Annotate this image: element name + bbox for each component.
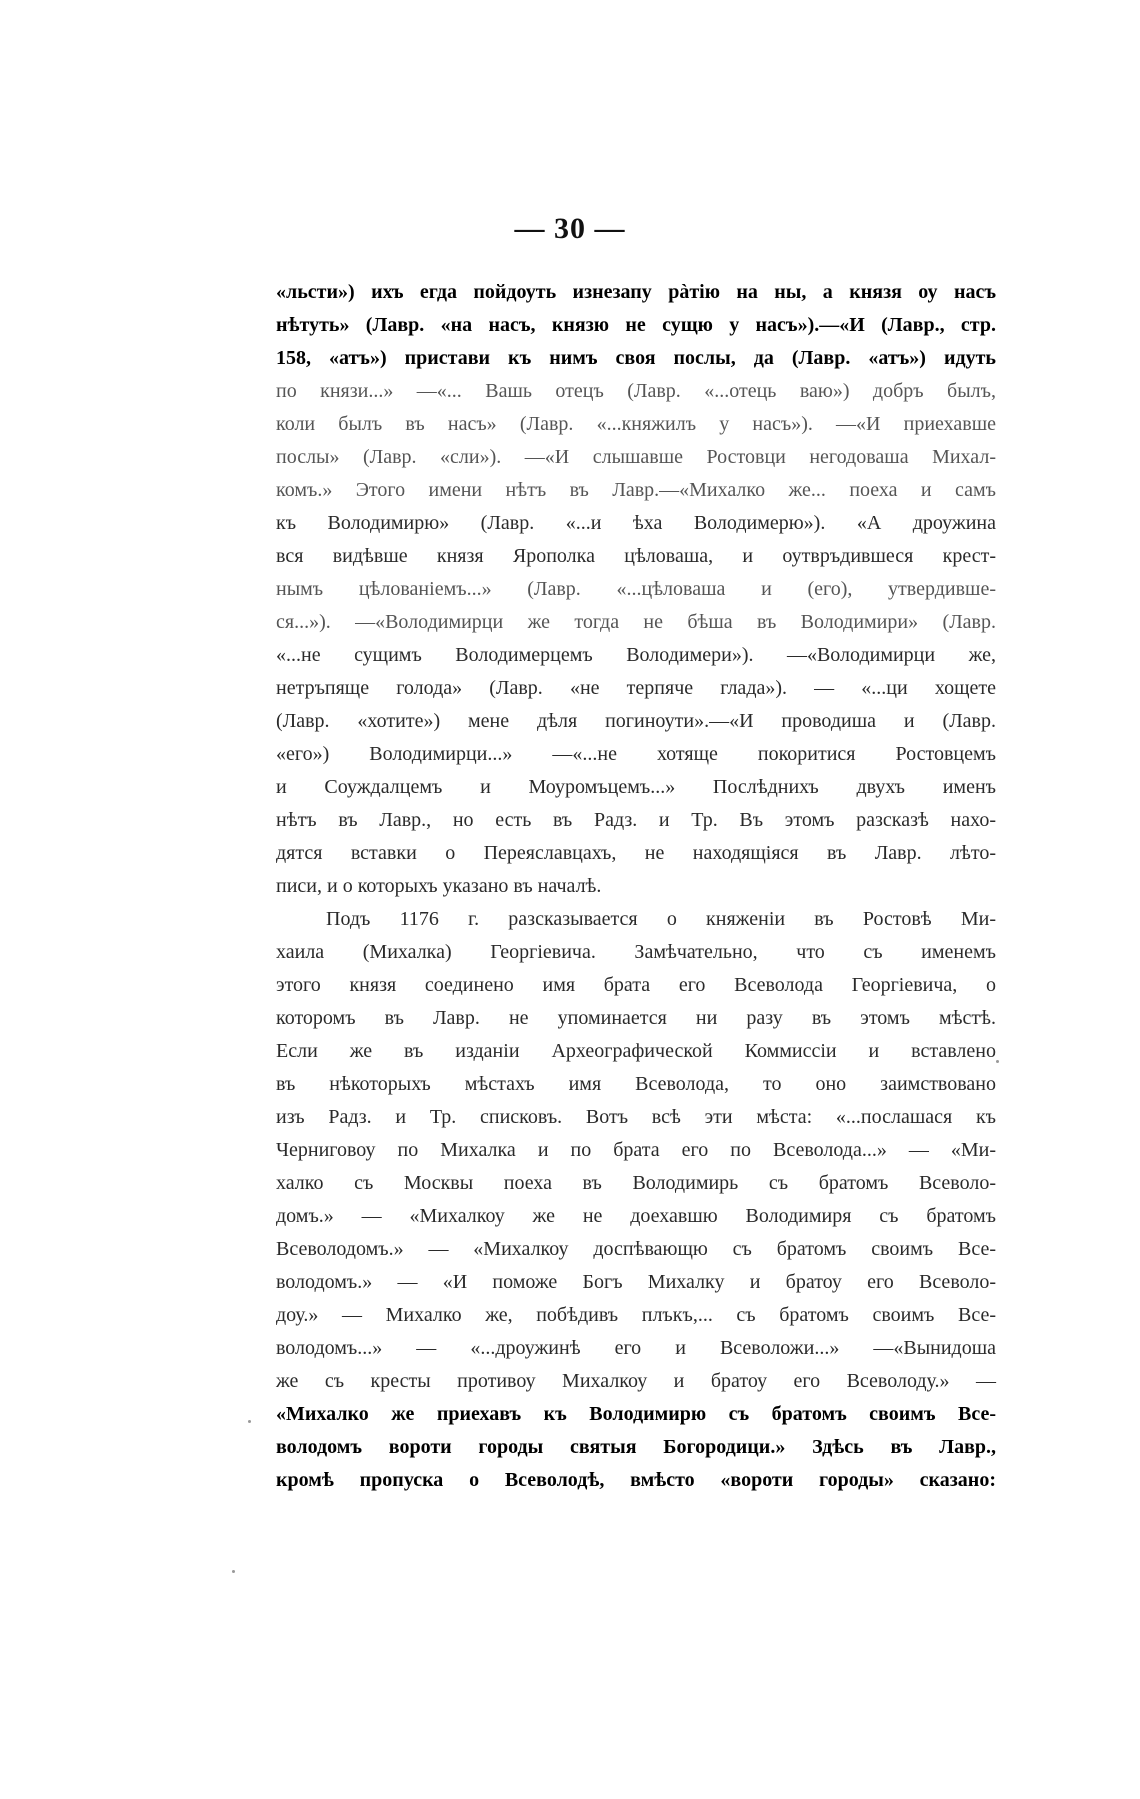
- text-line: Всеволодомъ.» — «Михалкоу доспѣвающю съ братомъ своимъ Все-: [276, 1238, 996, 1260]
- text-line: Черниговоу по Михалка и по брата его по Всеволода...» — «Ми-: [276, 1139, 996, 1161]
- text-line: «его») Володимирци...» —«...не хотяще покоритися Ростовцемъ: [276, 743, 996, 765]
- text-line: и Соуждалцемъ и Моуромъцемъ...» Послѣднихъ двухъ именъ: [276, 776, 996, 798]
- text-line: дятся вставки о Переяславцахъ, не находящіяся въ Лавр. лѣто-: [276, 842, 996, 864]
- text-line: послы» (Лавр. «сли»). —«И слышавше Ростовци негодоваша Михал-: [276, 446, 996, 468]
- text-line: халко съ Москвы поеха въ Володимирь съ братомъ Всеволо-: [276, 1172, 996, 1194]
- text-line: же съ кресты противоу Михалкоу и братоу его Всеволоду.» —: [276, 1370, 996, 1392]
- page-number: — 30 —: [514, 212, 626, 245]
- text-line: 158, «атъ») пристави къ нимъ своя послы, да (Лавр. «атъ») идуть: [276, 347, 996, 369]
- text-line: нѣтуть» (Лавр. «на насъ, князю не сущю у насъ»).—«И (Лавр., стр.: [276, 314, 996, 336]
- text-line: доу.» — Михалко же, побѣдивъ плъкъ,... съ братомъ своимъ Все-: [276, 1304, 996, 1326]
- text-line: Подъ 1176 г. разсказывается о княженіи въ Ростовѣ Ми-: [326, 908, 996, 930]
- text-line: писи, и о которыхъ указано въ началѣ.: [276, 875, 602, 897]
- scan-speck: [248, 1420, 251, 1423]
- text-line: «...не сущимъ Володимерцемъ Володимери»). —«Володимирци же,: [276, 644, 996, 666]
- text-line: ся...»). —«Володимирци же тогда не бѣша въ Володимири» (Лавр.: [276, 611, 996, 633]
- text-line: которомъ въ Лавр. не упоминается ни разу въ этомъ мѣстѣ.: [276, 1007, 996, 1029]
- scan-speck: [232, 1570, 235, 1573]
- scan-speck: [996, 1060, 999, 1063]
- text-line: нѣтъ въ Лавр., но есть въ Радз. и Тр. Въ этомъ разсказѣ нахо-: [276, 809, 996, 831]
- text-line: домъ.» — «Михалкоу же не доехавшю Володимиря съ братомъ: [276, 1205, 996, 1227]
- text-line: къ Володимирю» (Лавр. «...и ѣха Володимерю»). «А дроужина: [276, 512, 996, 534]
- text-line: володомъ вороти городы святыя Богородици.» Здѣсь въ Лавр.,: [276, 1436, 996, 1458]
- text-line: володомъ...» — «...дроужинѣ его и Всеволожи...» —«Вынидоша: [276, 1337, 996, 1359]
- text-line: по князи...» —«... Вашь отецъ (Лавр. «...отець ваю») добръ былъ,: [276, 380, 996, 402]
- body-text: [276, 276, 996, 1497]
- text-line: хаила (Михалка) Георгіевича. Замѣчательно, что съ именемъ: [276, 941, 996, 963]
- text-line: коли былъ въ насъ» (Лавр. «...княжилъ у насъ»). —«И приехавше: [276, 413, 996, 435]
- text-line: «Михалко же приехавъ къ Володимирю съ братомъ своимъ Все-: [276, 1403, 996, 1425]
- text-line: нетръпяще голода» (Лавр. «не терпяче глада»). — «...ци хощете: [276, 677, 996, 699]
- text-line: (Лавр. «хотите») мене дѣля погиноути».—«И проводиша и (Лавр.: [276, 710, 996, 732]
- text-line: въ нѣкоторыхъ мѣстахъ имя Всеволода, то оно заимствовано: [276, 1073, 996, 1095]
- text-line: комъ.» Этого имени нѣтъ въ Лавр.—«Михалко же... поеха и самъ: [276, 479, 996, 501]
- text-line: изъ Радз. и Тр. списковъ. Вотъ всѣ эти мѣста: «...послашася къ: [276, 1106, 996, 1128]
- text-line: этого князя соединено имя брата его Всеволода Георгіевича, о: [276, 974, 996, 996]
- text-line: володомъ.» — «И поможе Богъ Михалку и братоу его Всеволо-: [276, 1271, 996, 1293]
- text-line: нымъ цѣлованіемъ...» (Лавр. «...цѣловаша и (его), утвердивше-: [276, 578, 996, 600]
- text-line: «льсти») ихъ егда пойдоуть изнезапу рàтію на ны, а князя оу насъ: [276, 281, 996, 303]
- text-line: вся видѣвше князя Ярополка цѣловаша, и оутвръдившеся крест-: [276, 545, 996, 567]
- text-line: кромѣ пропуска о Всеволодѣ, вмѣсто «вороти городы» сказано:: [276, 1469, 996, 1491]
- text-line: Если же въ изданіи Археографической Коммиссіи и вставлено: [276, 1040, 996, 1062]
